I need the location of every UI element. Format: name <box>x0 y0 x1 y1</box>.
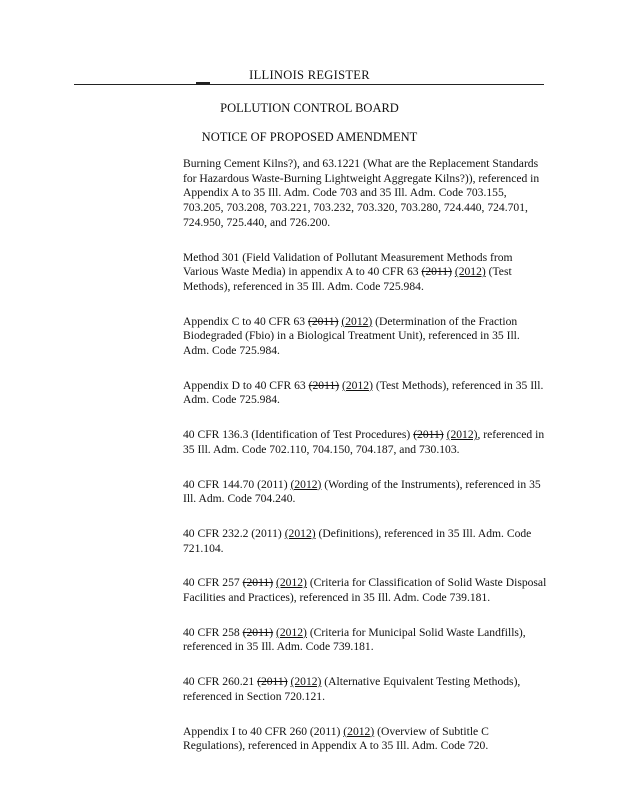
header-rule <box>74 84 544 85</box>
inserted-text: (2012) <box>290 477 322 491</box>
paragraph <box>183 157 547 231</box>
header-rule-mark <box>196 82 210 84</box>
register-title: ILLINOIS REGISTER <box>249 68 370 82</box>
inserted-text: (2012) <box>454 265 486 279</box>
paragraph <box>183 725 547 754</box>
struck-text: (2011) <box>242 625 274 639</box>
inserted-text: (2012) <box>446 428 478 442</box>
notice-title: NOTICE OF PROPOSED AMENDMENT <box>201 130 418 144</box>
inserted-text: (2012) <box>290 675 322 689</box>
paragraph-text: (Test Methods), referenced in 35 Ill. Adm. Code 725.984. <box>183 378 544 407</box>
paragraph-text: (Wording of the Instruments), referenced in 35 Ill. Adm. Code 704.240. <box>183 477 541 506</box>
agency-title: POLLUTION CONTROL BOARD <box>220 101 399 115</box>
paragraph-text: 40 CFR 260.21 <box>183 675 255 689</box>
inserted-text: (2012) <box>341 314 373 328</box>
paragraph <box>183 251 547 295</box>
paragraph <box>183 675 547 704</box>
struck-text: (2011) <box>413 428 444 442</box>
inserted-text: (2012) <box>276 576 307 590</box>
paragraph <box>183 379 547 408</box>
paragraph-text: Appendix I to 40 CFR 260 (2011) <box>183 724 341 738</box>
paragraph-text: Appendix C to 40 CFR 63 <box>183 314 308 328</box>
inserted-text: (2012) <box>342 378 373 392</box>
paragraph-text: 40 CFR 258 <box>183 625 240 639</box>
paragraph-text: (Determination of the Fraction Biodegraded (Fbio) in a Biological Treatment Unit), referenced in 35 Ill. Adm. Code 725.984. <box>183 314 520 358</box>
struck-text: (2011) <box>421 265 452 279</box>
struck-text: (2011) <box>257 675 288 689</box>
struck-text: (2011) <box>242 576 274 590</box>
inserted-text: (2012) <box>276 625 307 639</box>
paragraph-text: (Criteria for Classification of Solid Waste Disposal Facilities and Practices), referenced in 35 Ill. Adm. Code 739.181. <box>183 576 547 605</box>
paragraph <box>183 478 547 507</box>
paragraph-text: Appendix D to 40 CFR 63 <box>183 378 306 392</box>
inserted-text: (2012) <box>343 724 375 738</box>
paragraph-text: (Criteria for Municipal Solid Waste Landfills), referenced in 35 Ill. Adm. Code 739.181. <box>183 625 526 654</box>
paragraph-text: (Definitions), referenced in 35 Ill. Adm. Code 721.104. <box>183 526 532 555</box>
paragraph-text: (Test Methods), referenced in 35 Ill. Adm. Code 725.984. <box>183 265 512 293</box>
paragraph-text: (Overview of Subtitle C Regulations), referenced in Appendix A to 35 Ill. Adm. Code 720. <box>183 724 489 753</box>
struck-text: (2011) <box>307 314 339 328</box>
paragraph <box>183 626 547 655</box>
document-body <box>183 157 547 774</box>
paragraph-text: , referenced in 35 Ill. Adm. Code 702.110, 704.150, 704.187, and 730.103. <box>183 428 545 456</box>
paragraph <box>183 428 547 457</box>
paragraph <box>183 576 547 605</box>
paragraph-text: Method 301 (Field Validation of Pollutant Measurement Methods from Various Waste Media) in appendix A to 40 CFR 63 <box>183 250 513 279</box>
paragraph <box>183 315 547 359</box>
paragraph-text: 40 CFR 232.2 (2011) <box>183 526 282 540</box>
paragraph-text: 40 CFR 144.70 (2011) <box>183 477 288 491</box>
paragraph-text: Burning Cement Kilns?), and 63.1221 (What are the Replacement Standards for Hazardous Waste-Burning Lightweight Aggregate Kilns?)), referenced in Appendix A to 35 Ill. Adm. Code 703 and 35 Ill. Adm. Code 703.155, 703.205, 703.208, 703.221, 703.232, 703.320, 703.280, 724.440, 724.701, 724.950, 725.440, and 726.200. <box>183 157 540 229</box>
paragraph-text: 40 CFR 136.3 (Identification of Test Procedures) <box>183 428 411 442</box>
paragraph-text: (Alternative Equivalent Testing Methods), referenced in Section 720.121. <box>183 675 521 703</box>
paragraph-text: 40 CFR 257 <box>183 576 240 590</box>
struck-text: (2011) <box>308 378 340 392</box>
paragraph <box>183 527 547 556</box>
inserted-text: (2012) <box>284 526 316 540</box>
